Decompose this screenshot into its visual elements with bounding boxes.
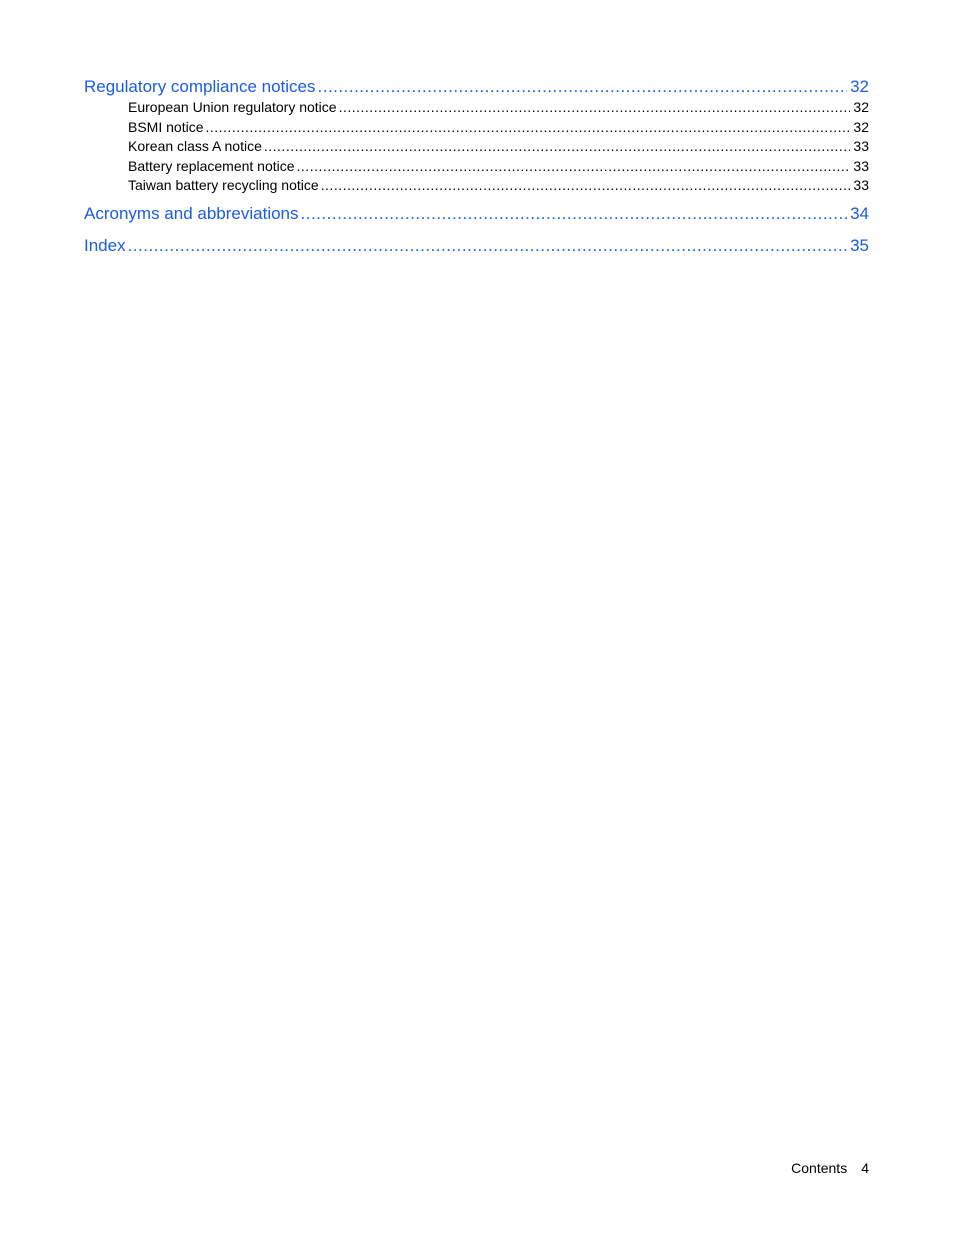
toc-entry-title: Index xyxy=(84,235,126,255)
dot-leader xyxy=(297,157,851,177)
toc-subentry-page: 33 xyxy=(853,177,869,194)
footer-page-number: 4 xyxy=(861,1160,869,1176)
toc-entry-page: 32 xyxy=(850,77,869,96)
toc-subentry-title: Battery replacement notice xyxy=(128,157,295,174)
toc-subentry-page: 32 xyxy=(853,99,869,115)
toc-entry-title: Regulatory compliance notices xyxy=(84,77,316,96)
toc-subentry-bsmi-notice[interactable] xyxy=(84,118,869,138)
toc-entry-page: 34 xyxy=(850,203,869,223)
toc-subentry-title: BSMI notice xyxy=(128,118,204,135)
toc-subentry-korean-class-a-notice[interactable] xyxy=(84,137,869,157)
toc-subentry-title: Korean class A notice xyxy=(128,138,262,155)
dot-leader xyxy=(318,76,848,98)
toc-subentry-taiwan-battery-recycling-notice[interactable] xyxy=(84,176,869,196)
toc-entry-page: 35 xyxy=(850,235,869,255)
page-footer xyxy=(791,1158,869,1178)
toc-subentry-page: 32 xyxy=(853,118,869,135)
toc-subentry-title: European Union regulatory notice xyxy=(128,99,337,115)
dot-leader xyxy=(301,203,848,225)
toc-entry-acronyms-and-abbreviations[interactable] xyxy=(84,203,869,225)
toc-subentry-battery-replacement-notice[interactable] xyxy=(84,157,869,177)
dot-leader xyxy=(339,98,851,118)
dot-leader xyxy=(205,118,850,138)
toc-subentry-page: 33 xyxy=(853,157,869,174)
dot-leader xyxy=(321,176,851,196)
table-of-contents xyxy=(84,76,869,257)
toc-entry-regulatory-compliance-notices[interactable] xyxy=(84,76,869,98)
toc-subentry-title: Taiwan battery recycling notice xyxy=(128,177,319,194)
toc-entry-index[interactable] xyxy=(84,235,869,257)
dot-leader xyxy=(264,137,851,157)
toc-subentry-european-union-regulatory-notice[interactable] xyxy=(84,98,869,118)
dot-leader xyxy=(128,235,847,257)
toc-subentry-page: 33 xyxy=(853,138,869,155)
toc-entry-title: Acronyms and abbreviations xyxy=(84,203,299,223)
footer-section-name: Contents xyxy=(791,1160,848,1176)
